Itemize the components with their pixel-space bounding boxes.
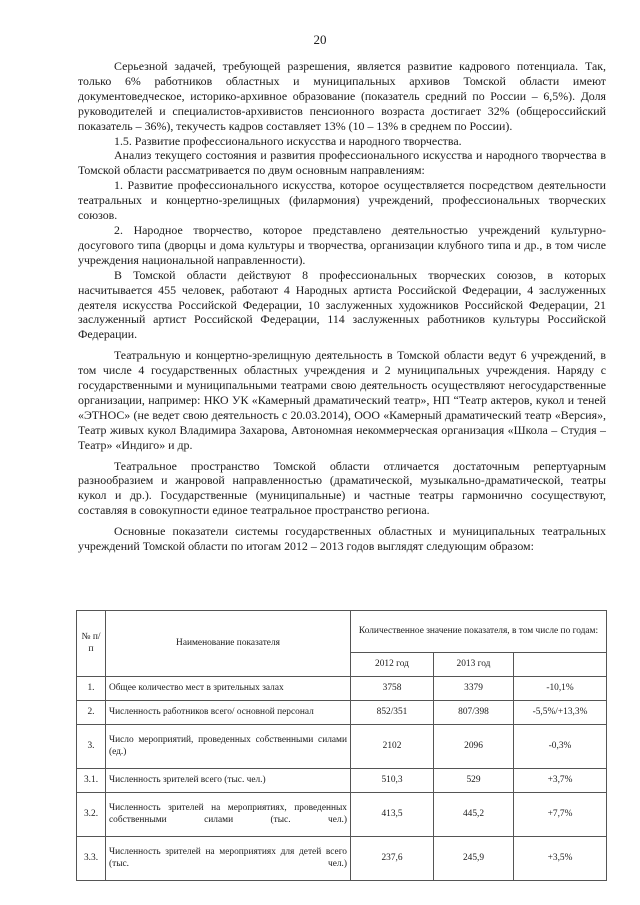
row-2012: 852/351: [351, 701, 434, 725]
table-row: [77, 677, 607, 701]
row-2013: 2096: [434, 725, 514, 769]
row-num: 3.3.: [77, 837, 106, 881]
paragraph-indicators-intro: Основные показатели системы государственных областных и муниципальных театральных учреждений Томской области по итогам 2012 – 2013 годов выглядят следующим образом:: [78, 524, 606, 554]
row-name: Численность зрителей всего (тыс. чел.): [106, 769, 351, 793]
row-2013: 245,9: [434, 837, 514, 881]
header-num: № п/п: [77, 611, 106, 677]
row-change: +3,7%: [514, 769, 607, 793]
document-body: [78, 59, 606, 554]
row-2013: 529: [434, 769, 514, 793]
row-name: Общее количество мест в зрительных залах: [106, 677, 351, 701]
table-row: [77, 725, 607, 769]
row-name: Численность работников всего/ основной персонал: [106, 701, 351, 725]
header-year-2013: 2013 год: [434, 653, 514, 677]
row-change: -5,5%/+13,3%: [514, 701, 607, 725]
header-group: Количественное значение показателя, в том числе по годам:: [351, 611, 607, 653]
row-2012: 510,3: [351, 769, 434, 793]
row-name: Численность зрителей на мероприятиях, проведенных собственными силами (тыс. чел.): [106, 793, 351, 837]
table-row: [77, 837, 607, 881]
row-2013: 445,2: [434, 793, 514, 837]
row-num: 3.2.: [77, 793, 106, 837]
table-row: [77, 793, 607, 837]
row-change: -0,3%: [514, 725, 607, 769]
paragraph-staff: Серьезной задачей, требующей разрешения, является развитие кадрового потенциала. Так, только 6% работников областных и муниципальных архивов Томской области имеют документоведческое, историко-архивное образование (показатель средний по России – 6,5%). Доля руководителей и специалистов-архивистов пенсионного возраста достигает 32% (общероссийский показатель – 36%), текучесть кадров составляет 13% (10 – 13% в среднем по России).: [78, 59, 606, 133]
paragraph-theatres: Театральную и концертно-зрелищную деятельность в Томской области ведут 6 учреждений, в том числе 4 государственных областных учреждения и 2 муниципальных учреждения. Наряду с государственными и муниципальными театрами свою деятельность осуществляют негосударственные организации, например: НКО УК «Камерный драматический театр», НП “Театр актеров, кукол и теней «ЭТНОС» (не ведет свою деятельность с 20.03.2014), ООО «Камерный драматический театр «Версия», Театр живых кукол Владимира Захарова, Автономная некоммерческая организация «Школа – Студия – Театр» «Индиго» и др.: [78, 348, 606, 452]
row-name: Численность зрителей на мероприятиях для детей всего (тыс. чел.): [106, 837, 351, 881]
row-2012: 3758: [351, 677, 434, 701]
row-change: +3,5%: [514, 837, 607, 881]
header-name: Наименование показателя: [106, 611, 351, 677]
row-num: 3.1.: [77, 769, 106, 793]
header-year-2012: 2012 год: [351, 653, 434, 677]
section-heading: 1.5. Развитие профессионального искусства и народного творчества.: [114, 133, 462, 148]
row-num: 1.: [77, 677, 106, 701]
table-row: [77, 701, 607, 725]
row-2012: 237,6: [351, 837, 434, 881]
list-item-folk-art: 2. Народное творчество, которое представлено деятельностью учреждений культурно-досугового типа (дворцы и дома культуры и творчества, организации клубного типа и др., в том числе учреждения национальной направленности).: [78, 222, 606, 267]
row-2013: 3379: [434, 677, 514, 701]
row-num: 2.: [77, 701, 106, 725]
row-num: 3.: [77, 725, 106, 769]
paragraph-creative-unions: В Томской области действуют 8 профессиональных творческих союзов, в которых насчитывается 455 человек, работают 4 Народных артиста Российской Федерации, 4 заслуженных деятеля искусства Российской Федерации, 10 заслуженных художников Российской Федерации, 21 заслуженный артист Российской Федерации, 114 заслуженных работников культуры Российской Федерации.: [78, 267, 606, 342]
paragraph-analysis: Анализ текущего состояния и развития профессионального искусства и народного творчества в Томской области рассматривается по двум основным направлениям:: [78, 148, 606, 178]
indicators-table: [76, 610, 607, 881]
row-2013: 807/398: [434, 701, 514, 725]
row-name: Число мероприятий, проведенных собственными силами (ед.): [106, 725, 351, 769]
row-change: -10,1%: [514, 677, 607, 701]
table-row: [77, 769, 607, 793]
page-number: 20: [313, 32, 327, 47]
table-header-row: [77, 611, 607, 653]
row-2012: 2102: [351, 725, 434, 769]
header-change: [514, 653, 607, 677]
row-2012: 413,5: [351, 793, 434, 837]
list-item-professional-art: 1. Развитие профессионального искусства, которое осуществляется посредством деятельности театральных и концертно-зрелищных (филармония) учреждений, профессиональных творческих союзов.: [78, 178, 606, 223]
paragraph-theatre-space: Театральное пространство Томской области отличается достаточным репертуарным разнообразием и жанровой направленностью (драматической, музыкально-драматической, театры кукол и др.). Государственные (муниципальные) и частные театры гармонично сосуществуют, составляя в совокупности единое театральное пространство региона.: [78, 458, 606, 518]
row-change: +7,7%: [514, 793, 607, 837]
